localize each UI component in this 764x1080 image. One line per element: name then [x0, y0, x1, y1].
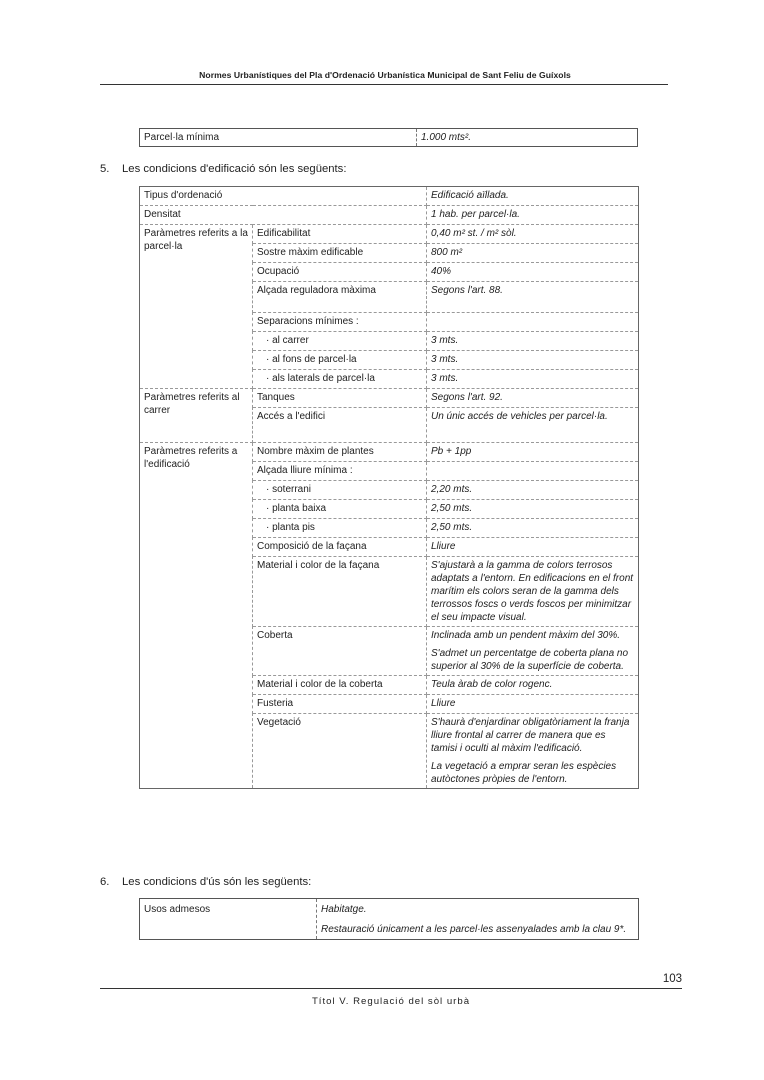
- cell-label: · soterrani: [253, 481, 427, 500]
- group-label-parcela: Paràmetres referits a la parcel·la: [140, 225, 253, 389]
- cell-label: Accés a l'edifici: [253, 408, 427, 443]
- cell-label: · al fons de parcel·la: [253, 351, 427, 370]
- cell-label: Nombre màxim de plantes: [253, 443, 427, 462]
- footer-rule: [100, 988, 682, 989]
- cell-label: Material i color de la façana: [253, 557, 427, 627]
- cell-value: 2,50 mts.: [427, 519, 639, 538]
- cell-label: Alçada reguladora màxima: [253, 282, 427, 313]
- cell-label: · planta baixa: [253, 500, 427, 519]
- cell-value: 3 mts.: [427, 332, 639, 351]
- cell-value: S'ajustarà a la gamma de colors terrosos adaptats a l'entorn. En edificacions en el front marítim els colors seran de la gamma dels terrossos foscs o verds foscos per minimitzar el seu impacte visual.: [427, 557, 639, 627]
- section-6-heading: [100, 876, 311, 888]
- cell-label: Fusteria: [253, 695, 427, 714]
- table-row: [140, 225, 639, 244]
- cell-label: Material i color de la coberta: [253, 676, 427, 695]
- coberta-text-2: S'admet un percentatge de coberta plana no superior al 30% de la superfície de coberta.: [431, 648, 629, 672]
- usos-text-2: Restauració únicament a les parcel·les assenyalades amb la clau 9*.: [321, 924, 627, 935]
- cell-label: Separacions mínimes :: [253, 313, 427, 332]
- section-5-heading: [100, 163, 346, 175]
- cell-value: Segons l'art. 92.: [427, 389, 639, 408]
- vegetacio-text-2: La vegetació a emprar seran les espècies autòctones pròpies de l'entorn.: [431, 761, 617, 785]
- vegetacio-text-1: S'haurà d'enjardinar obligatòriament la franja lliure frontal al carrer de manera que es tamisi i oculti al màxim l'edificació.: [431, 717, 630, 754]
- cell-value: Pb + 1pp: [427, 443, 639, 462]
- cell-value: 2,50 mts.: [427, 500, 639, 519]
- cell-value: [427, 627, 639, 676]
- cell-label: Tanques: [253, 389, 427, 408]
- cell-value: 2,20 mts.: [427, 481, 639, 500]
- table-row: [140, 206, 639, 225]
- cell-label: Ocupació: [253, 263, 427, 282]
- header-rule: [100, 84, 668, 85]
- cell-value: Edificació aïllada.: [427, 187, 639, 206]
- table-row: [140, 443, 639, 462]
- usos-table: [139, 898, 639, 940]
- cell-value: 3 mts.: [427, 351, 639, 370]
- table-row: [140, 389, 639, 408]
- cell-label: Coberta: [253, 627, 427, 676]
- cell-empty: [427, 788, 639, 789]
- cell-label: Edificabilitat: [253, 225, 427, 244]
- section-text: Les condicions d'edificació són les següents:: [122, 163, 347, 175]
- page-number: 103: [662, 973, 682, 985]
- cell-value: [317, 899, 639, 940]
- cell-label: Tipus d'ordenació: [140, 187, 427, 206]
- parcel-value: 1.000 mts².: [421, 132, 472, 143]
- cell-value-empty: [427, 462, 639, 481]
- cell-value: Un únic accés de vehicles per parcel·la.: [427, 408, 639, 443]
- table-row: [140, 899, 639, 940]
- edificacio-table: [139, 186, 639, 789]
- cell-value: 3 mts.: [427, 370, 639, 389]
- cell-label: Densitat: [140, 206, 427, 225]
- cell-value: Teula àrab de color rogenc.: [427, 676, 639, 695]
- cell-value-empty: [427, 313, 639, 332]
- parcel-table: [139, 128, 638, 147]
- cell-value: Lliure: [427, 695, 639, 714]
- cell-label: · als laterals de parcel·la: [253, 370, 427, 389]
- cell-label: Composició de la façana: [253, 538, 427, 557]
- cell-value: [427, 714, 639, 789]
- usos-text-1: Habitatge.: [321, 904, 367, 915]
- cell-empty: [253, 788, 427, 789]
- cell-label: · al carrer: [253, 332, 427, 351]
- cell-value: 0,40 m² st. / m² sòl.: [427, 225, 639, 244]
- cell-value: 40%: [427, 263, 639, 282]
- cell-value: Segons l'art. 88.: [427, 282, 639, 313]
- cell-label: Usos admesos: [140, 899, 317, 940]
- group-label-carrer: Paràmetres referits al carrer: [140, 389, 253, 443]
- page-footer: Títol V. Regulació del sòl urbà: [311, 996, 471, 1007]
- coberta-text-1: Inclinada amb un pendent màxim del 30%.: [431, 630, 621, 641]
- cell-label: Sostre màxim edificable: [253, 244, 427, 263]
- cell-value: 800 m²: [427, 244, 639, 263]
- group-label-edificacio: Paràmetres referits a l'edificació: [140, 443, 253, 789]
- cell-label: Alçada lliure mínima :: [253, 462, 427, 481]
- page-header: Normes Urbanístiques del Pla d'Ordenació Urbanística Municipal de Sant Feliu de Guíxols: [199, 70, 571, 80]
- cell-label: Vegetació: [253, 714, 427, 789]
- table-row: [140, 187, 639, 206]
- section-number: 5.: [100, 163, 110, 175]
- section-number: 6.: [100, 876, 110, 888]
- cell-value: 1 hab. per parcel·la.: [427, 206, 639, 225]
- cell-value: Lliure: [427, 538, 639, 557]
- section-text: Les condicions d'ús són les següents:: [122, 876, 312, 888]
- cell-label: · planta pis: [253, 519, 427, 538]
- parcel-label: Parcel·la mínima: [140, 129, 417, 147]
